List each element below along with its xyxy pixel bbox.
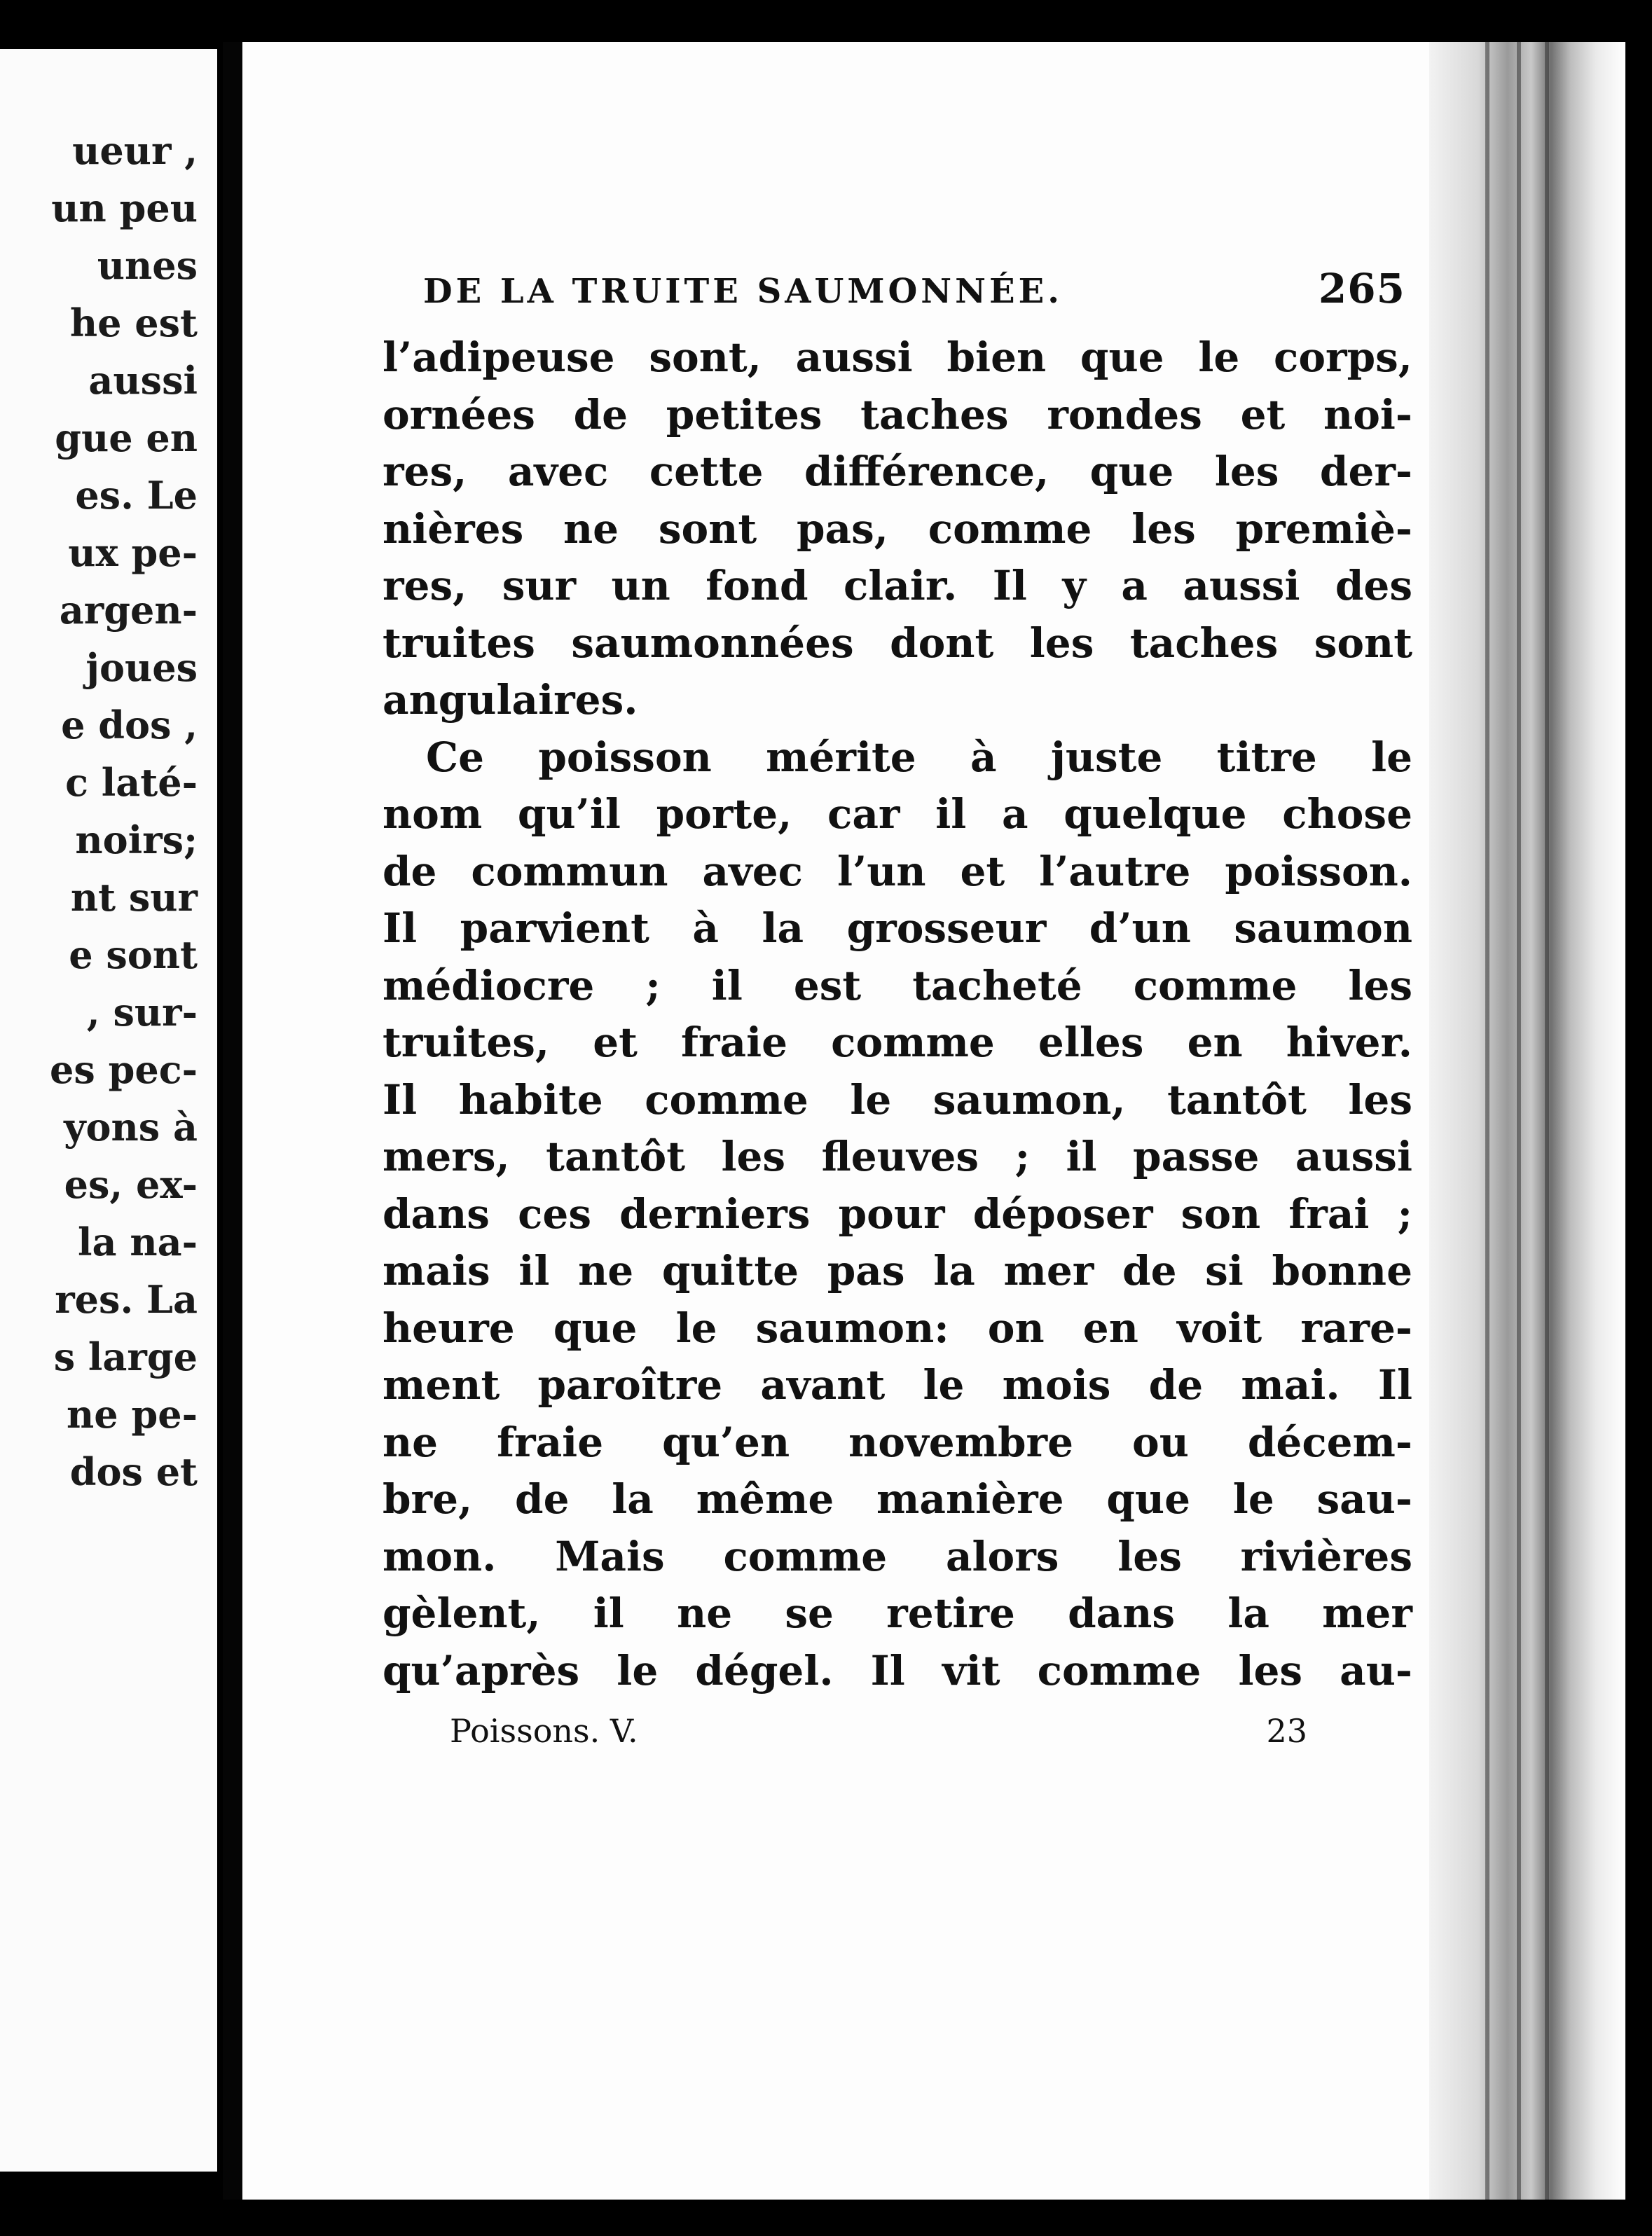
left-fragment: e dos , — [61, 703, 198, 747]
edge-shadow — [1517, 42, 1521, 2200]
text-line: gèlent, il ne se retire dans la mer — [383, 1589, 1412, 1637]
left-fragment: ux pe- — [68, 530, 198, 575]
edge-shadow — [1485, 42, 1489, 2200]
left-fragment: gue en — [55, 415, 198, 460]
text-line: mers, tantôt les fleuves ; il passe aussi — [383, 1133, 1412, 1180]
text-line: qu’après le dégel. Il vit comme les au- — [383, 1646, 1412, 1695]
left-fragment: dos et — [69, 1449, 198, 1494]
page-number: 265 — [1318, 265, 1405, 312]
text-line: Ce poisson mérite à juste titre le — [426, 733, 1412, 781]
footer-gathering-number: 23 — [1266, 1712, 1307, 1750]
text-line: de commun avec l’un et l’autre poisson. — [383, 847, 1412, 895]
right-page — [242, 42, 1475, 2200]
page-text-block — [383, 265, 1412, 1750]
left-fragment: nt sur — [70, 875, 198, 920]
text-line: nom qu’il porte, car il a quelque chose — [383, 790, 1412, 838]
text-line: Il habite comme le saumon, tantôt les — [383, 1075, 1412, 1124]
page-stack-edge — [1429, 42, 1625, 2200]
left-fragment: yons à — [64, 1105, 198, 1150]
left-fragment: res. La — [55, 1277, 198, 1322]
left-fragment: argen- — [59, 588, 198, 633]
text-line: ment paroître avant le mois de mai. Il — [383, 1361, 1412, 1409]
left-fragment: un peu — [51, 186, 198, 230]
text-line: angulaires. — [383, 676, 638, 724]
running-head-title: DE LA TRUITE SAUMONNÉE. — [423, 272, 1063, 311]
text-line: nières ne sont pas, comme les premiè- — [383, 504, 1412, 553]
left-fragment: joues — [85, 645, 198, 690]
left-page-edge — [0, 49, 217, 2172]
text-line: mon. Mais comme alors les rivières — [383, 1532, 1412, 1580]
left-fragment: s large — [53, 1334, 198, 1379]
text-line: truites saumonnées dont les taches sont — [383, 619, 1412, 667]
left-fragment: ueur , — [72, 128, 198, 173]
text-line: médiocre ; il est tacheté comme les — [383, 961, 1412, 1009]
left-fragment: e sont — [69, 932, 198, 977]
left-fragment: noirs; — [75, 817, 198, 862]
left-fragment: es pec- — [50, 1047, 198, 1092]
edge-shadow — [1545, 42, 1549, 2200]
left-fragment: aussi — [88, 358, 198, 403]
text-line: res, sur un fond clair. Il y a aussi des — [383, 562, 1412, 609]
left-fragment: es. Le — [75, 473, 198, 518]
text-line: Il parvient à la grosseur d’un saumon — [383, 904, 1412, 952]
book-gutter — [223, 42, 242, 2200]
text-line: ornées de petites taches rondes et noi- — [383, 390, 1412, 439]
running-head — [383, 265, 1412, 329]
text-line: truites, et fraie comme elles en hiver. — [383, 1019, 1412, 1066]
left-fragment: unes — [97, 243, 198, 288]
left-fragment: la na- — [78, 1220, 198, 1264]
left-fragment: c laté- — [65, 760, 198, 805]
text-line: l’adipeuse sont, aussi bien que le corps, — [383, 333, 1412, 381]
left-fragment: , sur- — [86, 990, 198, 1035]
left-fragment: es, ex- — [64, 1162, 198, 1207]
text-line: heure que le saumon: on en voit rare- — [383, 1304, 1412, 1352]
left-fragment: he est — [69, 301, 198, 345]
left-fragment: ne pe- — [67, 1392, 198, 1437]
text-line: bre, de la même manière que le sau- — [383, 1475, 1412, 1523]
page-footer — [383, 1712, 1412, 1750]
footer-signature: Poissons. V. — [450, 1712, 638, 1750]
text-line: ne fraie qu’en novembre ou décem- — [383, 1418, 1412, 1466]
text-line: res, avec cette différence, que les der- — [383, 448, 1412, 495]
text-line: dans ces derniers pour déposer son frai ; — [383, 1189, 1412, 1238]
text-line: mais il ne quitte pas la mer de si bonne — [383, 1247, 1412, 1295]
